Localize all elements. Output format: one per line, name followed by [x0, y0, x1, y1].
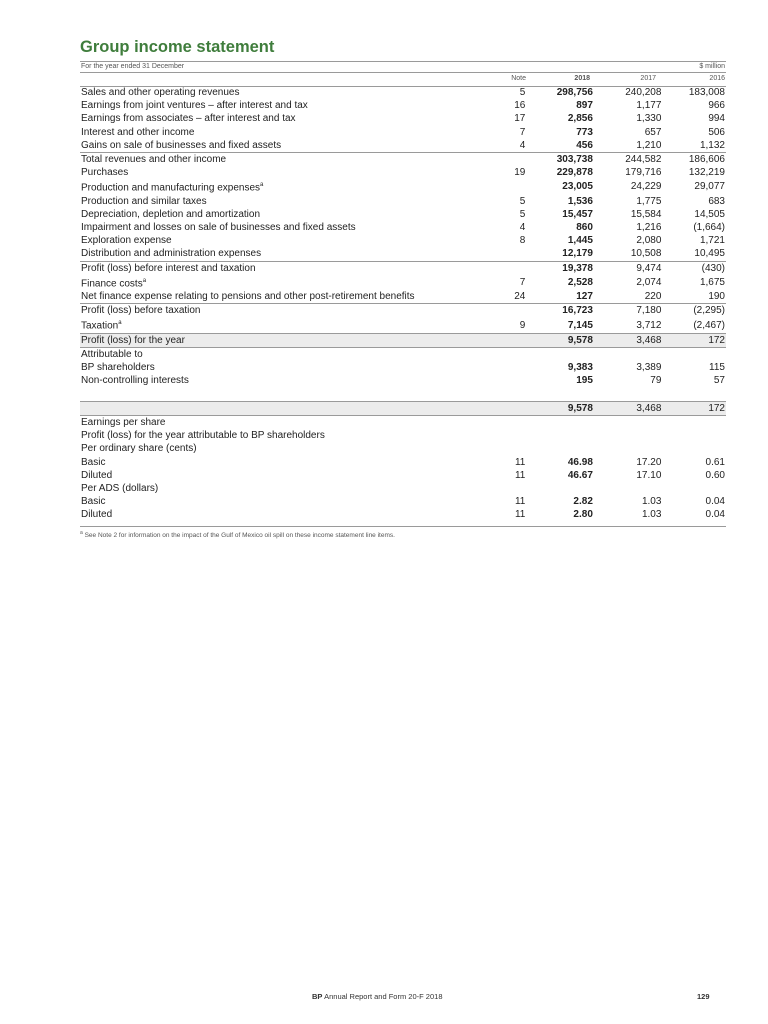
footnote [80, 526, 726, 539]
footnote-marker: a [80, 530, 83, 536]
row-note: 4 [519, 139, 526, 151]
value-2017: 9,474 [596, 261, 664, 275]
row-note [490, 415, 530, 429]
value-2016: 506 [708, 126, 725, 138]
row-label-text: Production and manufacturing expenses [81, 182, 261, 194]
table-row [80, 482, 726, 495]
value-2017: 15,584 [630, 208, 662, 220]
table-row [80, 495, 726, 508]
row-label: Net finance expense relating to pensions and other post-retirement benefits [81, 291, 415, 303]
row-note [490, 179, 530, 194]
unit-label: $ million [699, 63, 725, 70]
table-row [80, 347, 726, 361]
footnote-marker: a [118, 320, 122, 327]
value-2017: 240,208 [625, 87, 662, 99]
table-row [80, 261, 726, 275]
table-subheader [80, 61, 726, 73]
value-2018 [529, 347, 596, 361]
table-row [80, 112, 726, 125]
value-2016: 1,132 [699, 139, 725, 151]
column-header-2017: 2017 [640, 75, 656, 82]
value-2018: 1,445 [567, 235, 593, 247]
table-row [80, 469, 726, 482]
row-label: BP shareholders [81, 362, 155, 374]
column-header-2016: 2016 [709, 75, 725, 82]
value-2017: 24,229 [630, 181, 662, 193]
row-note [490, 152, 530, 166]
column-headers [80, 73, 726, 87]
row-label: Profit (loss) before interest and taxation [80, 261, 490, 275]
footnote-text: See Note 2 for information on the impact of the Gulf of Mexico oil spill on these income statement line items. [84, 532, 395, 540]
value-2017: 79 [650, 375, 662, 387]
value-2016: 57 [713, 375, 725, 387]
row-label: Profit (loss) before taxation [80, 304, 490, 318]
table-row [80, 361, 726, 374]
row-note: 19 [514, 167, 526, 179]
row-note [490, 261, 530, 275]
value-2017: 17.20 [636, 456, 662, 468]
value-2016: 0.04 [705, 496, 725, 508]
footnote-marker: a [260, 182, 264, 189]
value-2016: (2,295) [663, 304, 726, 318]
row-label: Non-controlling interests [81, 375, 189, 387]
row-note [490, 482, 530, 495]
value-2018: 15,457 [562, 208, 593, 220]
value-2016: (1,664) [693, 222, 725, 234]
column-header-note: Note [511, 75, 526, 82]
table-row [80, 317, 726, 333]
value-2016: (430) [663, 261, 726, 275]
value-2018: 2,528 [567, 276, 593, 288]
row-label: Profit (loss) for the year attributable to BP shareholders [81, 430, 325, 442]
value-2018: 9,578 [529, 333, 596, 347]
value-2018: 2.80 [573, 509, 593, 521]
value-2016: 0.61 [705, 456, 725, 468]
value-2016: 1,675 [699, 276, 725, 288]
value-2018: 23,005 [562, 181, 593, 193]
row-label: Per ordinary share (cents) [81, 443, 197, 455]
value-2016: 183,008 [688, 87, 725, 99]
value-2017: 1,775 [636, 195, 662, 207]
value-2018 [529, 415, 596, 429]
value-2016: 0.60 [705, 469, 725, 481]
row-label: Earnings per share [80, 415, 490, 429]
table-row [80, 508, 726, 521]
row-note: 24 [514, 291, 526, 303]
value-2018 [529, 442, 596, 455]
value-2018: 195 [576, 375, 593, 387]
row-label [80, 275, 490, 290]
brand-name: BP [312, 992, 323, 1001]
row-label: Attributable to [80, 347, 490, 361]
row-note [490, 361, 530, 374]
value-2016: 190 [708, 291, 725, 303]
row-label: Exploration expense [81, 235, 172, 247]
value-2017 [596, 482, 664, 495]
value-2017: 1,216 [636, 222, 662, 234]
value-2016: 132,219 [688, 167, 725, 179]
row-label: Gains on sale of businesses and fixed assets [81, 139, 282, 151]
table-row [80, 139, 726, 153]
row-note [490, 347, 530, 361]
report-name: Annual Report and Form 20-F 2018 [324, 992, 443, 1001]
value-2016: 1,721 [699, 235, 725, 247]
row-note: 11 [514, 496, 526, 508]
table-row [80, 333, 726, 347]
value-2016: 683 [708, 195, 725, 207]
page-number: 129 [697, 992, 710, 1001]
table-row [80, 415, 726, 429]
value-2016: 172 [663, 333, 726, 347]
table-row [80, 290, 726, 304]
row-note [490, 442, 530, 455]
value-2018: 2,856 [567, 113, 593, 125]
footnote-marker: a [142, 277, 147, 284]
value-2016: 0.04 [705, 509, 725, 521]
value-2017: 220 [644, 291, 662, 303]
value-2016: 966 [708, 100, 725, 112]
row-note: 5 [519, 208, 526, 220]
value-2017: 10,508 [630, 248, 662, 260]
row-note [490, 401, 530, 415]
value-2016 [663, 429, 726, 442]
table-row [80, 401, 726, 415]
value-2018: 303,738 [529, 152, 596, 166]
value-2017: 1.03 [641, 509, 662, 521]
value-2017: 2,074 [636, 276, 662, 288]
row-label: Earnings from joint ventures – after interest and tax [81, 100, 308, 112]
period-label: For the year ended 31 December [81, 63, 185, 70]
value-2018: 2.82 [573, 496, 593, 508]
value-2018: 897 [576, 100, 593, 112]
row-label: Purchases [81, 167, 129, 179]
row-label [80, 179, 490, 194]
table-row [80, 195, 726, 208]
value-2016: 14,505 [694, 208, 725, 220]
value-2017: 17.10 [636, 469, 662, 481]
row-note: 7 [519, 276, 526, 288]
row-label [80, 401, 490, 415]
value-2018 [529, 429, 596, 442]
table-row [80, 247, 726, 261]
row-note: 11 [514, 509, 526, 521]
value-2018: 46.98 [567, 456, 593, 468]
value-2017: 3,389 [636, 362, 662, 374]
row-label: Earnings from associates – after interest and tax [81, 113, 296, 125]
row-note: 11 [514, 456, 526, 468]
value-2017: 3,468 [596, 401, 664, 415]
value-2016 [663, 482, 726, 495]
row-label: Production and similar taxes [81, 195, 207, 207]
value-2018: 12,179 [562, 248, 593, 260]
value-2017: 7,180 [596, 304, 664, 318]
row-note: 11 [514, 469, 526, 481]
value-2018 [529, 482, 596, 495]
row-note: 7 [519, 126, 526, 138]
table-row [80, 429, 726, 442]
value-2017: 657 [644, 126, 662, 138]
row-label: Interest and other income [81, 126, 195, 138]
page-title: Group income statement [80, 38, 275, 56]
row-label: Basic [81, 456, 106, 468]
value-2018: 860 [576, 222, 593, 234]
table-row [80, 221, 726, 234]
row-label-text: Finance costs [81, 278, 143, 290]
table-row [80, 455, 726, 468]
row-label: Basic [81, 496, 106, 508]
row-note: 8 [519, 235, 526, 247]
value-2017 [596, 442, 664, 455]
value-2016 [663, 347, 726, 361]
value-2016: 10,495 [694, 248, 725, 260]
table-row [80, 374, 726, 387]
row-note: 17 [514, 113, 526, 125]
table-row [80, 166, 726, 179]
value-2017: 244,582 [596, 152, 664, 166]
table-row [80, 208, 726, 221]
row-note [490, 429, 530, 442]
value-2017: 1,330 [636, 113, 662, 125]
table-row [80, 304, 726, 318]
value-2016: 172 [663, 401, 726, 415]
value-2018: 19,378 [529, 261, 596, 275]
value-2017: 1.03 [641, 496, 662, 508]
row-label: Diluted [81, 469, 113, 481]
row-note: 16 [514, 100, 526, 112]
value-2016 [663, 415, 726, 429]
report-title [312, 992, 443, 1001]
value-2017 [596, 415, 664, 429]
table-row [80, 86, 726, 99]
value-2017: 1,210 [636, 139, 662, 151]
row-note: 4 [519, 222, 526, 234]
table-row [80, 442, 726, 455]
row-label: Sales and other operating revenues [81, 87, 240, 99]
value-2018: 127 [576, 291, 593, 303]
row-label-text: Taxation [81, 320, 119, 332]
value-2016: 115 [709, 362, 725, 374]
row-note: 5 [519, 195, 526, 207]
value-2016: (2,467) [693, 319, 725, 331]
row-label: Total revenues and other income [80, 152, 490, 166]
value-2018: 229,878 [556, 167, 593, 179]
value-2016: 186,606 [663, 152, 726, 166]
value-2018: 9,383 [567, 362, 593, 374]
income-statement-table [80, 86, 726, 521]
table-spacer [80, 388, 726, 402]
row-label [80, 317, 490, 333]
value-2018: 773 [576, 126, 593, 138]
value-2018: 46.67 [567, 469, 593, 481]
table-row [80, 99, 726, 112]
value-2018: 9,578 [529, 401, 596, 415]
value-2018: 7,145 [567, 319, 593, 331]
row-note [490, 333, 530, 347]
value-2017: 1,177 [636, 100, 662, 112]
row-note: 9 [519, 319, 526, 331]
table-row [80, 152, 726, 166]
row-label: Profit (loss) for the year [80, 333, 490, 347]
table-row [80, 234, 726, 247]
value-2018: 16,723 [529, 304, 596, 318]
value-2016: 29,077 [694, 181, 725, 193]
row-note [490, 374, 530, 387]
column-header-2018: 2018 [574, 75, 590, 82]
value-2017 [596, 429, 664, 442]
value-2017: 3,712 [636, 319, 662, 331]
value-2018: 456 [576, 139, 593, 151]
row-label: Depreciation, depletion and amortization [81, 208, 260, 220]
table-row [80, 275, 726, 290]
row-note [490, 247, 530, 261]
row-label: Diluted [81, 509, 113, 521]
row-label: Per ADS (dollars) [81, 482, 159, 494]
table-row [80, 179, 726, 194]
value-2016 [663, 442, 726, 455]
value-2016: 994 [708, 113, 725, 125]
value-2017: 179,716 [625, 167, 662, 179]
value-2017: 3,468 [596, 333, 664, 347]
row-note [490, 304, 530, 318]
value-2018: 1,536 [567, 195, 593, 207]
row-label: Impairment and losses on sale of businesses and fixed assets [81, 222, 356, 234]
value-2017: 2,080 [636, 235, 662, 247]
row-label: Distribution and administration expenses [81, 248, 262, 260]
value-2017 [596, 347, 664, 361]
value-2018: 298,756 [556, 87, 593, 99]
row-note: 5 [519, 87, 526, 99]
table-row [80, 126, 726, 139]
